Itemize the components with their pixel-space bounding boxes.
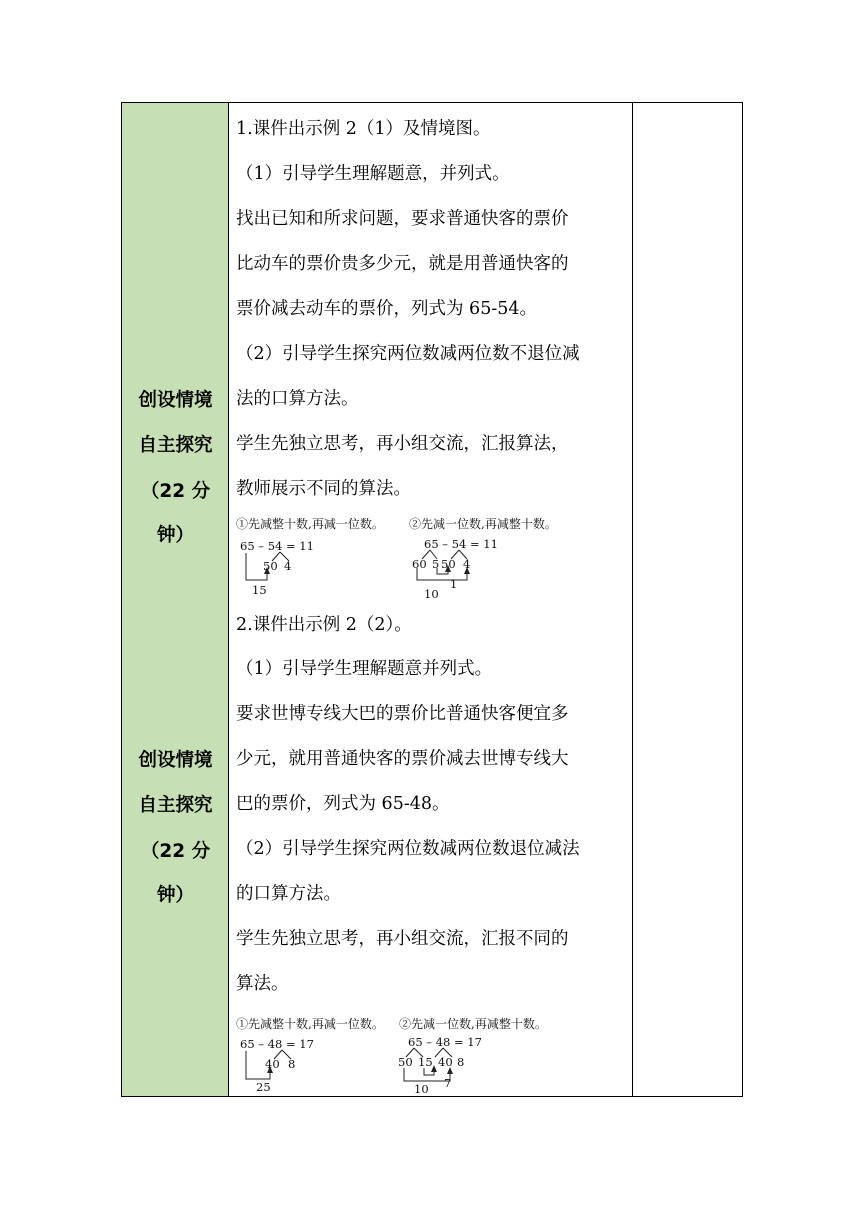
content-line: 2.课件出示例 2（2）。: [236, 615, 412, 635]
method2-title: ②先减一位数,再减整十数。: [399, 1017, 547, 1031]
calculation-figure-1: [234, 513, 629, 607]
method2-result: 10: [424, 587, 439, 601]
method2-equation: 65 – 48 = 17: [408, 1035, 482, 1049]
content-line: 找出已知和所求问题，要求普通快客的票价: [236, 209, 569, 229]
content-line: 巴的票价，列式为 65-48。: [236, 794, 450, 814]
lesson-plan-table: [121, 102, 743, 1097]
method2-split-d: 8: [457, 1055, 465, 1069]
section-label-line: 自主探究: [138, 795, 213, 816]
content-line: 少元，就用普通快客的票价减去世博专线大: [236, 749, 569, 769]
section-label-line: 钟）: [156, 525, 194, 546]
calculation-figure-2: [234, 1013, 629, 1101]
method2-mid: 1: [450, 577, 458, 591]
content-line: 学生先独立思考，再小组交流，汇报算法，: [236, 434, 569, 454]
method2-split-d: 4: [463, 557, 471, 571]
section-label-line: 自主探究: [138, 435, 213, 456]
content-line: 教师展示不同的算法。: [236, 479, 411, 499]
method2-split-a: 50: [398, 1055, 413, 1069]
method1-title: ①先减整十数,再减一位数。: [236, 1017, 384, 1031]
content-line: （2）引导学生探究两位数减两位数退位减法: [236, 839, 580, 859]
content-line: 学生先独立思考，再小组交流，汇报不同的: [236, 929, 569, 949]
section-label-line: 创设情境: [138, 750, 213, 771]
section-label-line: （22 分: [140, 841, 211, 862]
method1-equation: 65 – 54 = 11: [240, 539, 314, 553]
method2-split-c: 50: [441, 557, 456, 571]
activity-content-column: [229, 103, 632, 1096]
content-line: 算法。: [236, 974, 289, 994]
content-line: 1.课件出示例 2（1）及情境图。: [236, 119, 491, 139]
content-line: （1）引导学生理解题意，并列式。: [236, 164, 510, 184]
method1-equation: 65 – 48 = 17: [240, 1037, 314, 1051]
method2-mid: 7: [444, 1076, 452, 1090]
method2-split-b: 5: [432, 557, 440, 571]
method2-split-c: 40: [438, 1055, 453, 1069]
content-line: 法的口算方法。: [236, 389, 359, 409]
method2-title: ②先减一位数,再减整十数。: [409, 517, 557, 531]
method2-split-a: 60: [412, 557, 427, 571]
content-line: 票价减去动车的票价，列式为 65-54。: [236, 299, 538, 319]
method2-result: 10: [414, 1082, 429, 1096]
section-label-column: [122, 103, 229, 1096]
notes-column-divider: [632, 103, 633, 1096]
content-line: 比动车的票价贵多少元，就是用普通快客的: [236, 254, 569, 274]
method1-split-b: 8: [288, 1057, 296, 1071]
method2-split-b: 15: [418, 1055, 433, 1069]
content-line: 的口算方法。: [236, 884, 341, 904]
method1-result: 15: [252, 583, 267, 597]
content-line: （1）引导学生理解题意并列式。: [236, 659, 493, 679]
method2-equation: 65 – 54 = 11: [424, 537, 498, 551]
method1-title: ①先减整十数,再减一位数。: [236, 517, 384, 531]
method1-split-b: 4: [284, 559, 292, 573]
section-label-line: 钟）: [156, 885, 194, 906]
method1-result: 25: [256, 1080, 271, 1094]
section-label-line: 创设情境: [138, 390, 213, 411]
calculation-diagram: [234, 513, 629, 603]
content-line: 要求世博专线大巴的票价比普通快客便宜多: [236, 704, 569, 724]
section-label-line: （22 分: [140, 481, 211, 502]
method1-split-a: 40: [265, 1057, 280, 1071]
content-line: （2）引导学生探究两位数减两位数不退位减: [236, 344, 580, 364]
calculation-diagram: [234, 1013, 629, 1097]
method1-split-a: 50: [263, 559, 278, 573]
